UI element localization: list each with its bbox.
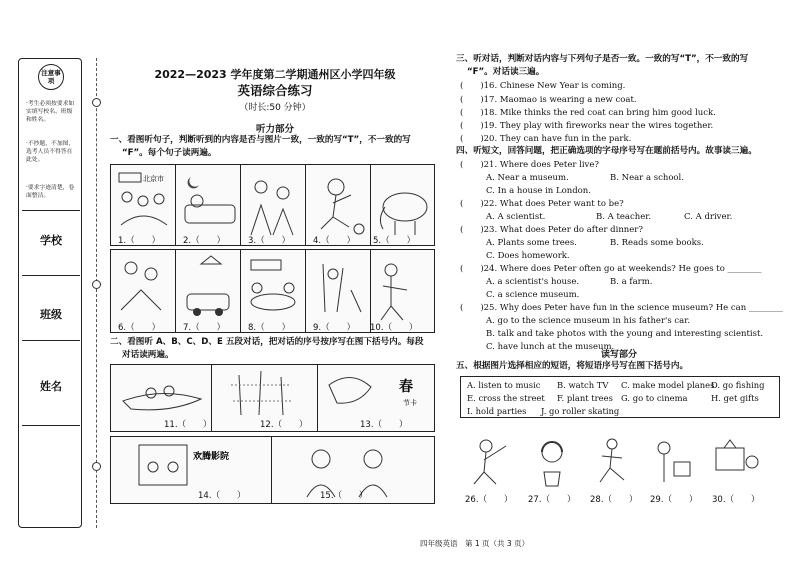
spring-card-text: 节卡	[403, 399, 417, 407]
answer-blank[interactable]: 10.（ ）	[370, 323, 418, 333]
notice-item: ·要求字迹清楚，卷面整洁。	[26, 185, 75, 199]
question-22: ( )22. What does Peter want to be?	[460, 199, 624, 209]
phrase-option: J. go roller skating	[541, 406, 620, 416]
listening-section-title: 听力部分	[255, 124, 294, 135]
question-19: ( )19. They play with fireworks near the wires together.	[460, 121, 714, 131]
option-21c: C. In a house in London.	[486, 186, 591, 196]
class-field-label: 班级	[40, 308, 62, 321]
field-divider	[22, 340, 80, 341]
answer-blank[interactable]: 27.（ ）	[528, 495, 576, 505]
part3-instruction: 三、听对话，判断对话内容与下列句子是否一致。一致的写“T”，不一致的写	[456, 54, 749, 64]
exam-subtitle: 英语综合练习	[237, 83, 313, 98]
binding-hole	[92, 462, 101, 471]
phrase-option: D. go fishing	[711, 380, 765, 390]
option-25c: C. have lunch at the museum.	[486, 342, 615, 352]
phrase-option: H. get gifts	[711, 393, 759, 403]
question-16: ( )16. Chinese New Year is coming.	[460, 81, 626, 91]
question-20: ( )20. They can have fun in the park.	[460, 134, 632, 144]
part5-pictures	[460, 432, 780, 492]
option-24b: B. a farm.	[610, 277, 653, 287]
option-22a: A. A scientist.	[486, 212, 546, 222]
answer-blank[interactable]: 11.（ ）	[164, 420, 212, 430]
binding-margin	[18, 58, 82, 528]
answer-blank[interactable]: 15.（ ）	[320, 491, 368, 501]
part5-instruction: 五、根据图片选择相应的短语，将短语序号写在图下括号内。	[456, 361, 689, 371]
question-18: ( )18. Mike thinks the red coat can bring him good luck.	[460, 108, 716, 118]
page-footer: 四年级英语 第 1 页（共 3 页）	[420, 539, 530, 548]
picture-row-4-drawings	[111, 437, 435, 504]
option-24c: C. a science museum.	[486, 290, 580, 300]
phrase-option: A. listen to music	[467, 380, 541, 390]
question-21: ( )21. Where does Peter live?	[460, 160, 599, 170]
answer-blank[interactable]: 13.（ ）	[360, 420, 408, 430]
answer-blank[interactable]: 2.（ ）	[183, 236, 226, 246]
spring-character: 春	[399, 379, 413, 395]
option-23c: C. Does homework.	[486, 251, 570, 261]
cut-line	[96, 58, 97, 528]
part4-instruction: 四、听短文，回答问题，把正确选项的字母序号写在题前括号内。故事读三遍。	[456, 146, 757, 156]
binding-hole	[92, 98, 101, 107]
answer-blank[interactable]: 5.（ ）	[373, 236, 416, 246]
binding-hole	[92, 280, 101, 289]
phrase-option: I. hold parties	[467, 406, 527, 416]
question-24: ( )24. Where does Peter often go at weekends? He goes to ________	[460, 264, 762, 274]
part1-instruction: 一、看图听句子，判断听到的内容是否与图片一致，一致的写“T”，不一致的写	[110, 135, 411, 145]
exam-title: 2022—2023 学年度第二学期通州区小学四年级	[154, 68, 396, 81]
part3-instruction-cont: “F”。对话读三遍。	[467, 67, 545, 77]
answer-blank[interactable]: 1.（ ）	[118, 236, 161, 246]
field-divider	[22, 425, 80, 426]
name-field-label: 姓名	[40, 380, 62, 393]
phrase-option: G. go to cinema	[621, 393, 688, 403]
option-25a: A. go to the science museum in his father's car.	[486, 316, 691, 326]
question-25: ( )25. Why does Peter have fun in the science museum? He can ________	[460, 303, 783, 313]
answer-blank[interactable]: 12.（ ）	[260, 420, 308, 430]
answer-blank[interactable]: 8.（ ）	[248, 323, 291, 333]
answer-blank[interactable]: 4.（ ）	[313, 236, 356, 246]
answer-blank[interactable]: 30.（ ）	[712, 495, 760, 505]
cinema-sign: 欢腾影院	[193, 452, 230, 462]
reading-section-title: 读写部分	[600, 350, 637, 360]
answer-blank[interactable]: 9.（ ）	[313, 323, 356, 333]
phrase-option: E. cross the street	[467, 393, 545, 403]
school-field-label: 学校	[40, 234, 62, 247]
answer-blank[interactable]: 3.（ ）	[248, 236, 291, 246]
phrase-options-box	[460, 376, 780, 418]
answer-blank[interactable]: 7.（ ）	[183, 323, 226, 333]
phrase-option: C. make model planes	[621, 380, 715, 390]
phrase-option: B. watch TV	[557, 380, 609, 390]
option-22c: C. A driver.	[684, 212, 733, 222]
exam-duration: （时长:50 分钟）	[239, 103, 311, 113]
option-22b: B. A teacher.	[596, 212, 652, 222]
option-25b: B. talk and take photos with the young and interesting scientist.	[486, 329, 764, 339]
option-23a: A. Plants some trees.	[486, 238, 577, 248]
part1-instruction-cont: “F”。每个句子读两遍。	[122, 148, 217, 158]
field-divider	[22, 275, 80, 276]
option-24a: A. a scientist's house.	[486, 277, 580, 287]
sign-shape	[119, 173, 141, 182]
question-23: ( )23. What does Peter do after dinner?	[460, 225, 643, 235]
question-17: ( )17. Maomao is wearing a new coat.	[460, 95, 637, 105]
option-21a: A. Near a museum.	[486, 173, 569, 183]
part2-instruction-cont: 对话读两遍。	[122, 350, 174, 360]
answer-blank[interactable]: 26.（ ）	[465, 495, 513, 505]
answer-blank[interactable]: 28.（ ）	[590, 495, 638, 505]
sign-text: 北京市	[143, 175, 164, 183]
answer-blank[interactable]: 29.（ ）	[650, 495, 698, 505]
answer-blank[interactable]: 6.（ ）	[118, 323, 161, 333]
notice-badge: 注意事项	[38, 64, 64, 90]
part2-instruction: 二、看图听 A、B、C、D、E 五段对话，把对话的序号按序写在图下括号内。每段	[110, 337, 424, 347]
notice-item: ·考生必须按要求如实填写校名、班级和姓名。	[26, 101, 75, 123]
picture-row-4	[110, 436, 435, 504]
notice-item: ·不抄题，不加图，选考人员不得答在此处。	[26, 141, 75, 163]
option-21b: B. Near a school.	[610, 173, 684, 183]
field-divider	[22, 210, 80, 211]
option-23b: B. Reads some books.	[610, 238, 704, 248]
answer-blank[interactable]: 14.（ ）	[198, 491, 246, 501]
phrase-option: F. plant trees	[557, 393, 613, 403]
